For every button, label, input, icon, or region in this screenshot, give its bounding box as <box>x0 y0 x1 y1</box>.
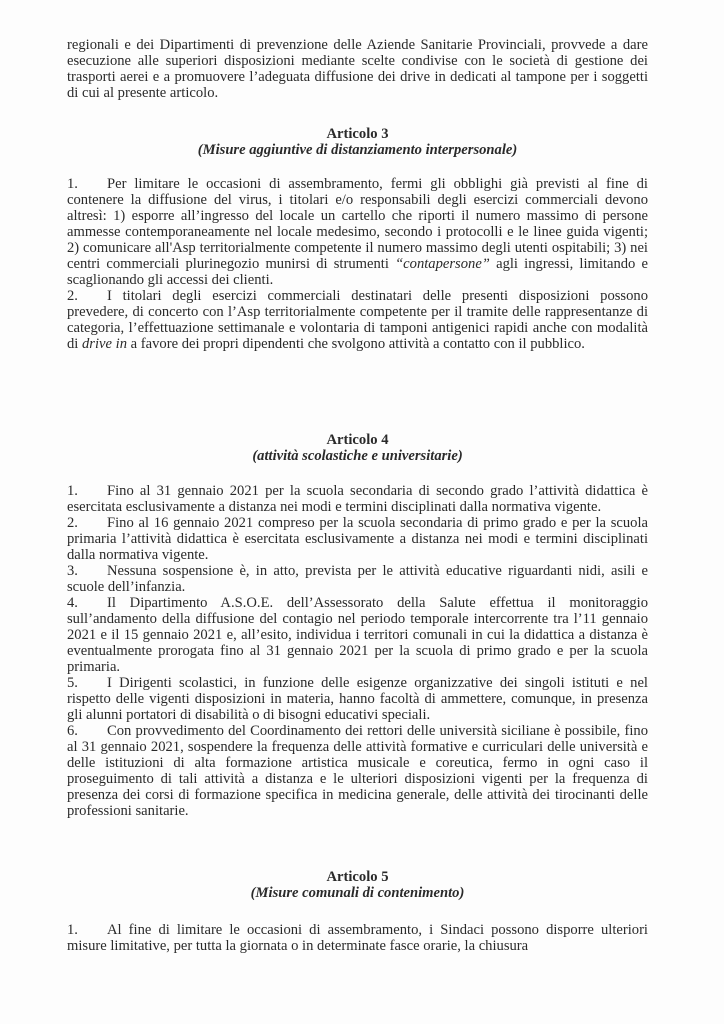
paragraph-text: Fino al 16 gennaio 2021 compreso per la scuola secondaria di primo grado e per la scuola primaria l’attività didattica è esercitata esclusivamente a distanza nei modi e termini disciplinati dalla normativa vigente. <box>67 515 648 563</box>
article-3-body <box>67 176 648 352</box>
article-5-title: Articolo 5 <box>326 869 389 885</box>
paragraph-text: Il Dipartimento A.S.O.E. dell’Assessorato della Salute effettua il monitoraggio sull’andamento della diffusione del contagio nel periodo temporale intercorrente tra l’11 gennaio 2021 e il 15 gennaio 2021 e, all’esito, individua i territori comunali in cui la didattica a distanza è eventualmente prorogata fino al 31 gennaio 2021 per la scuola di primo grado e per la scuola primaria. <box>67 595 648 675</box>
article-4-paragraph-1 <box>67 483 648 515</box>
article-4-paragraph-5 <box>67 675 648 723</box>
paragraph-text: Nessuna sospensione è, in atto, prevista per le attività educative riguardanti nidi, asili e scuole dell’infanzia. <box>67 563 648 595</box>
article-4-paragraph-4 <box>67 595 648 675</box>
paragraph-number: 1. <box>67 176 78 192</box>
article-5-paragraph-1 <box>67 922 648 954</box>
paragraph-number: 1. <box>67 483 78 499</box>
paragraph-text: I Dirigenti scolastici, in funzione delle esigenze organizzative dei singoli istituti e nel rispetto delle vigenti disposizioni in materia, hanno facoltà di ammettere, comunque, in presenza gli alunni portatori di disabilità o di bisogni educativi speciali. <box>67 675 648 723</box>
intro-paragraph <box>67 37 648 101</box>
paragraph-text: Al fine di limitare le occasioni di assembramento, i Sindaci possono disporre ulteriori misure limitative, per tutta la giornata o in determinate fasce orarie, la chiusura <box>67 922 648 954</box>
article-4-body <box>67 483 648 819</box>
article-3-subtitle: (Misure aggiuntive di distanziamento interpersonale) <box>197 142 518 158</box>
paragraph-text: a favore dei propri dipendenti che svolgono attività a contatto con il pubblico. <box>127 336 585 352</box>
paragraph-number: 3. <box>67 563 78 579</box>
paragraph-number: 5. <box>67 675 78 691</box>
paragraph-italic-text: drive in <box>82 336 127 352</box>
paragraph-text: Fino al 31 gennaio 2021 per la scuola secondaria di secondo grado l’attività didattica è esercitata esclusivamente a distanza nei modi e termini disciplinati dalla normativa vigente. <box>67 483 648 515</box>
paragraph-number: 2. <box>67 515 78 531</box>
article-4-paragraph-2 <box>67 515 648 563</box>
article-5-body <box>67 922 648 954</box>
article-5-subtitle: (Misure comunali di contenimento) <box>250 885 465 901</box>
paragraph-text: I titolari degli esercizi commerciali destinatari delle presenti disposizioni possono prevedere, di concerto con l’Asp territorialmente competente per il tramite delle rappresentanze di categoria, l’effettuazione settimanale e volontaria di tamponi antigenici rapidi anche con modalità di <box>67 288 648 352</box>
intro-text: regionali e dei Dipartimenti di prevenzione delle Aziende Sanitarie Provinciali, provvede a dare esecuzione alle superiori disposizioni mediante scelte condivise con le società di gestione dei trasporti aerei e a promuovere l’adeguata diffusione dei drive in dedicati al tampone per i soggetti di cui al presente articolo. <box>67 37 648 101</box>
article-4-subtitle: (attività scolastiche e universitarie) <box>252 448 463 464</box>
paragraph-number: 1. <box>67 922 78 938</box>
paragraph-text: Per limitare le occasioni di assembramento, fermi gli obblighi già previsti al fine di contenere la diffusione del virus, i titolari e/o responsabili degli esercizi commerciali devono altresì: 1) esporre all’ingresso del locale un cartello che riporti il numero massimo di persone ammesse contemporaneamente nel locale medesimo, secondo i protocolli e le linee guida vigenti; 2) comunicare all'Asp territorialmente competente il numero massimo degli utenti ospitabili; 3) nei centri commerciali plurinegozio munirsi di strumenti <box>67 176 648 272</box>
article-4-title: Articolo 4 <box>326 432 389 448</box>
paragraph-number: 2. <box>67 288 78 304</box>
article-5-heading <box>67 869 648 901</box>
article-3-paragraph-1 <box>67 176 648 288</box>
article-3-title: Articolo 3 <box>326 126 389 142</box>
paragraph-number: 4. <box>67 595 78 611</box>
article-3-heading <box>67 126 648 158</box>
paragraph-text: Con provvedimento del Coordinamento dei rettori delle università siciliane è possibile, fino al 31 gennaio 2021, sospendere la frequenza delle attività formative e curriculari delle università e delle istituzioni di alta formazione artistica musicale e coreutica, fermo in ogni caso il proseguimento di tali attività a distanza e le ulteriori disposizioni vigenti per la frequenza di presenza dei corsi di formazione specifica in medicina generale, delle attività dei tirocinanti delle professioni sanitarie. <box>67 723 648 819</box>
article-3-paragraph-2 <box>67 288 648 352</box>
paragraph-italic-text: “contapersone” <box>395 256 490 272</box>
article-4-paragraph-3 <box>67 563 648 595</box>
article-4-heading <box>67 432 648 464</box>
paragraph-text: agli ingressi, limitando e scaglionando gli accessi dei clienti. <box>67 256 648 288</box>
paragraph-number: 6. <box>67 723 78 739</box>
article-4-paragraph-6 <box>67 723 648 819</box>
